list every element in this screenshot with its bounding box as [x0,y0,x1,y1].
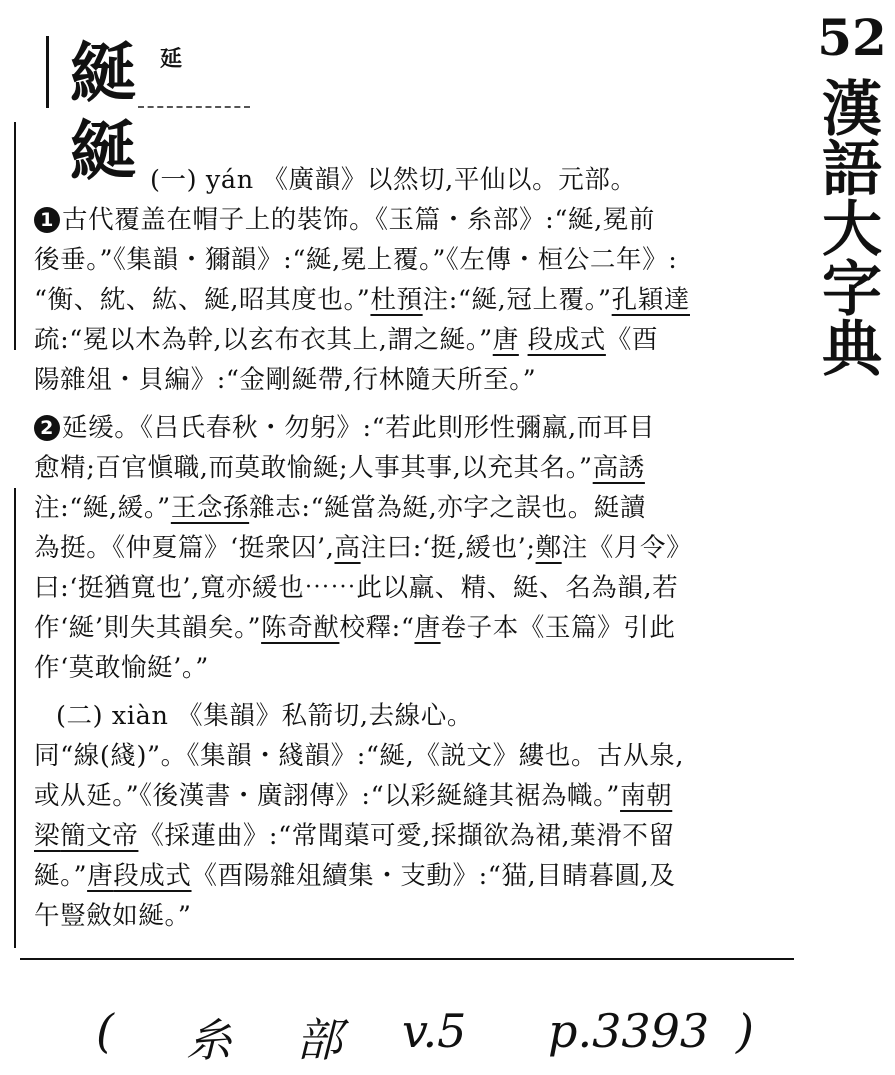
proper-name: 梁 [34,821,61,851]
side-title-char: 大 [822,195,882,265]
proper-name: 陈奇猷 [261,613,340,643]
entry-text: 綖。” [34,861,88,891]
side-title-char: 字 [822,255,882,325]
entry-text: “衡、紞、紘、綖,昭其度也。” [34,285,371,315]
entry-line [34,816,794,856]
handwritten-citation [0,1000,895,1070]
entry-text: (二) xiàn 《集韻》私箭切,去線心。 [56,701,473,731]
entry-line [34,200,794,240]
proper-name: 杜預 [370,285,423,315]
entry-line [34,736,794,776]
proper-name: 唐 [492,325,519,355]
proper-name: 唐 [87,861,114,891]
citation-volume: v.5 [402,1004,467,1058]
entry-text: 為挺。《仲夏篇》‘挺衆囚’, [34,533,335,563]
entry-text: 注《月令》 [561,533,693,563]
entry-text [519,325,528,355]
entry-line [34,528,794,568]
proper-name: 高誘 [592,453,645,483]
entry-line [56,696,816,736]
entry-text: 愈精;百官愼職,而莫敢愉綖;人事其事,以充其名。” [34,453,593,483]
citation-section: 部 [296,1013,342,1067]
entry-text: 雜志:“綖當為綎,亦字之誤也。綎讀 [249,493,647,523]
entry-text: (一) yán 《廣韻》以然切,平仙以。元部。 [150,165,637,195]
proper-name: 段成式 [527,325,606,355]
entry-text: 校釋:“ [339,613,415,643]
citation-open-paren: ( [96,1004,114,1058]
entry-line [34,320,794,360]
proper-name: 南朝 [620,781,673,811]
sense-number-marker: 1 [34,207,60,233]
citation-close-paren: ) [736,1004,754,1058]
entry-line [34,856,794,896]
entry-text: 注:“綖,冠上覆。” [422,285,612,315]
entry-line [34,648,794,688]
citation-radical: 糸 [186,1013,232,1067]
entry-line [34,608,794,648]
sense-number-marker: 2 [34,415,60,441]
entry-line [34,280,794,320]
entry-text: 或从延。”《後漢書・廣詡傳》:“以彩綖縫其裾為幟。” [34,781,621,811]
headword-glyph: 綖 [70,34,136,112]
margin-rule-upper [14,122,16,350]
proper-name: 唐 [414,613,441,643]
entry-line [34,360,794,400]
entry-text: 後垂。”《集韻・獮韻》:“綖,冕上覆。”《左傳・桓公二年》: [34,245,678,275]
entry-text: 疏:“冕以木為幹,以玄布衣其上,謂之綖。” [34,325,493,355]
proper-name: 王念孫 [170,493,250,523]
headword-divider [138,106,250,108]
entry-line [34,488,794,528]
proper-name: 孔穎達 [611,285,690,315]
proper-name: 高 [334,533,361,563]
entry-text: 注曰:‘挺,緩也’; [360,533,536,563]
entry-line [34,776,794,816]
entry-text: 古代覆盖在帽子上的裝饰。《玉篇・糸部》:“綖,冕前 [62,205,655,235]
side-title-char: 典 [822,315,882,385]
bottom-rule [20,958,794,960]
entry-text: 《酉 [605,325,659,355]
side-title-char: 語 [822,135,882,205]
entry-text: 午豎斂如綖。” [34,901,192,931]
entry-text: 注:“綖,緩。” [34,493,171,523]
proper-name: 段成式 [113,861,192,891]
entry-line [34,896,794,936]
entry-text: 陽雜俎・貝編》:“金剛綖帶,行林隨天所至。” [34,365,537,395]
entry-text: 作‘莫敢愉綎’。” [34,653,209,683]
headword-cross-ref: 延 [160,46,183,72]
citation-page: p.3393 [548,1004,710,1058]
entry-line [34,568,794,608]
variant-headword-glyph: 綖 [70,112,136,190]
entry-text: 《採蓮曲》:“常聞蕖可愛,採擷欲為裙,葉滑不留 [138,821,675,851]
entry-text: 同“線(綫)”。《集韻・綫韻》:“綖,《説文》縷也。古从泉, [34,741,685,771]
entry-text: 曰:‘挺猶寬也’,寬亦緩也⋯⋯此以羸、精、綎、名為韻,若 [34,573,679,603]
volume-number: 52 [817,8,887,67]
entry-line [150,160,790,200]
entry-text: 作‘綖’則失其韻矣。” [34,613,262,643]
margin-rule-lower [14,488,16,948]
proper-name: 鄭 [535,533,562,563]
entry-line [34,408,794,448]
margin-rule-top [46,36,49,108]
entry-line [34,448,794,488]
entry-line [34,240,794,280]
entry-text: 延缓。《吕氏春秋・勿躬》:“若此則形性彌羸,而耳目 [62,413,655,443]
side-title-char: 漢 [822,75,882,145]
entry-text: 卷子本《玉篇》引此 [440,613,676,643]
proper-name: 簡文帝 [60,821,139,851]
entry-text: 《酉陽雜俎續集・支動》:“猫,目睛暮圓,及 [191,861,676,891]
